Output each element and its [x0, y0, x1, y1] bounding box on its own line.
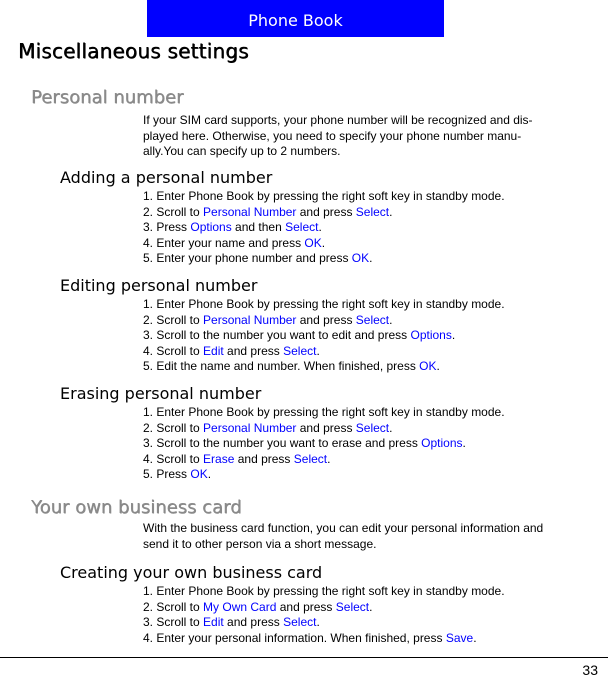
step-4: 4. Scroll to Erase and press Select. — [143, 451, 331, 466]
softkey-term: Options — [190, 220, 232, 234]
softkey-term: OK — [304, 235, 322, 250]
step-3: 3. Scroll to the number you want to edit and press Options. — [143, 328, 456, 342]
page-number: 33 — [582, 662, 598, 678]
menu-term: Erase — [203, 451, 235, 466]
step-3: 3. Scroll to the number you want to erase and press Options. — [143, 436, 466, 450]
menu-term: My Own Card — [203, 599, 277, 614]
subheading-editing-personal-number: Editing personal number — [60, 276, 258, 295]
section-heading-business-card: Your own business card — [31, 497, 242, 518]
personal-number-description — [143, 113, 603, 160]
step-2: 2. Scroll to Personal Number and press Select. — [143, 420, 393, 435]
softkey-term: Options — [410, 328, 452, 342]
footer-divider — [0, 657, 608, 658]
adding-steps — [143, 189, 603, 267]
menu-term: Personal Number — [203, 204, 297, 219]
softkey-term: Select — [283, 343, 317, 358]
step-5: 5. Edit the name and number. When finished, press OK. — [143, 359, 440, 373]
step-4: 4. Enter your name and press OK. — [143, 235, 326, 250]
section-heading-personal-number: Personal number — [31, 87, 184, 108]
softkey-term: Select — [335, 599, 370, 614]
section-banner: Phone Book — [147, 0, 444, 37]
step-5: 5. Press OK. — [143, 467, 212, 481]
step-2: 2. Scroll to Personal Number and press Select. — [143, 204, 393, 219]
desc-line: With the business card function, you can edit your personal information and — [143, 521, 544, 535]
softkey-term: Select — [355, 204, 390, 219]
step-1: 1. Enter Phone Book by pressing the right soft key in standby mode. — [143, 297, 505, 311]
subheading-creating-business-card: Creating your own business card — [60, 563, 323, 582]
step-2: 2. Scroll to My Own Card and press Select. — [143, 599, 373, 614]
menu-term: Personal Number — [203, 420, 297, 435]
softkey-term: OK — [190, 467, 208, 481]
step-3: 3. Scroll to Edit and press Select. — [143, 615, 320, 629]
erasing-steps — [143, 405, 603, 483]
step-4: 4. Enter your personal information. When finished, press Save. — [143, 630, 477, 645]
step-1: 1. Enter Phone Book by pressing the right soft key in standby mode. — [143, 584, 505, 598]
step-1: 1. Enter Phone Book by pressing the right soft key in standby mode. — [143, 405, 505, 419]
subheading-adding-personal-number: Adding a personal number — [60, 168, 273, 187]
step-2: 2. Scroll to Personal Number and press Select. — [143, 312, 393, 327]
menu-term: Edit — [203, 615, 224, 629]
menu-term: Personal Number — [203, 312, 297, 327]
desc-line: played here. Otherwise, you need to specify your phone number manu- — [143, 128, 522, 143]
softkey-term: Save — [445, 630, 474, 645]
softkey-term: Select — [293, 451, 328, 466]
step-3: 3. Press Options and then Select. — [143, 220, 322, 234]
creating-steps — [143, 584, 603, 646]
softkey-term: Select — [355, 312, 390, 327]
softkey-term: OK — [419, 359, 437, 373]
step-4: 4. Scroll to Edit and press Select. — [143, 343, 320, 358]
desc-line: If your SIM card supports, your phone number will be recognized and dis- — [143, 113, 533, 127]
desc-line: send it to other person via a short message. — [143, 536, 377, 551]
softkey-term: Select — [355, 420, 390, 435]
desc-line: ally.You can specify up to 2 numbers. — [143, 144, 341, 158]
softkey-term: OK — [351, 251, 370, 265]
editing-steps — [143, 297, 603, 375]
page-title: Miscellaneous settings — [18, 39, 249, 63]
softkey-term: Select — [285, 220, 319, 234]
step-5: 5. Enter your phone number and press OK. — [143, 251, 373, 265]
business-card-description — [143, 521, 603, 552]
softkey-term: Select — [283, 615, 317, 629]
subheading-erasing-personal-number: Erasing personal number — [60, 384, 262, 403]
menu-term: Edit — [203, 343, 224, 358]
step-1: 1. Enter Phone Book by pressing the right soft key in standby mode. — [143, 189, 505, 203]
softkey-term: Options — [421, 436, 463, 450]
